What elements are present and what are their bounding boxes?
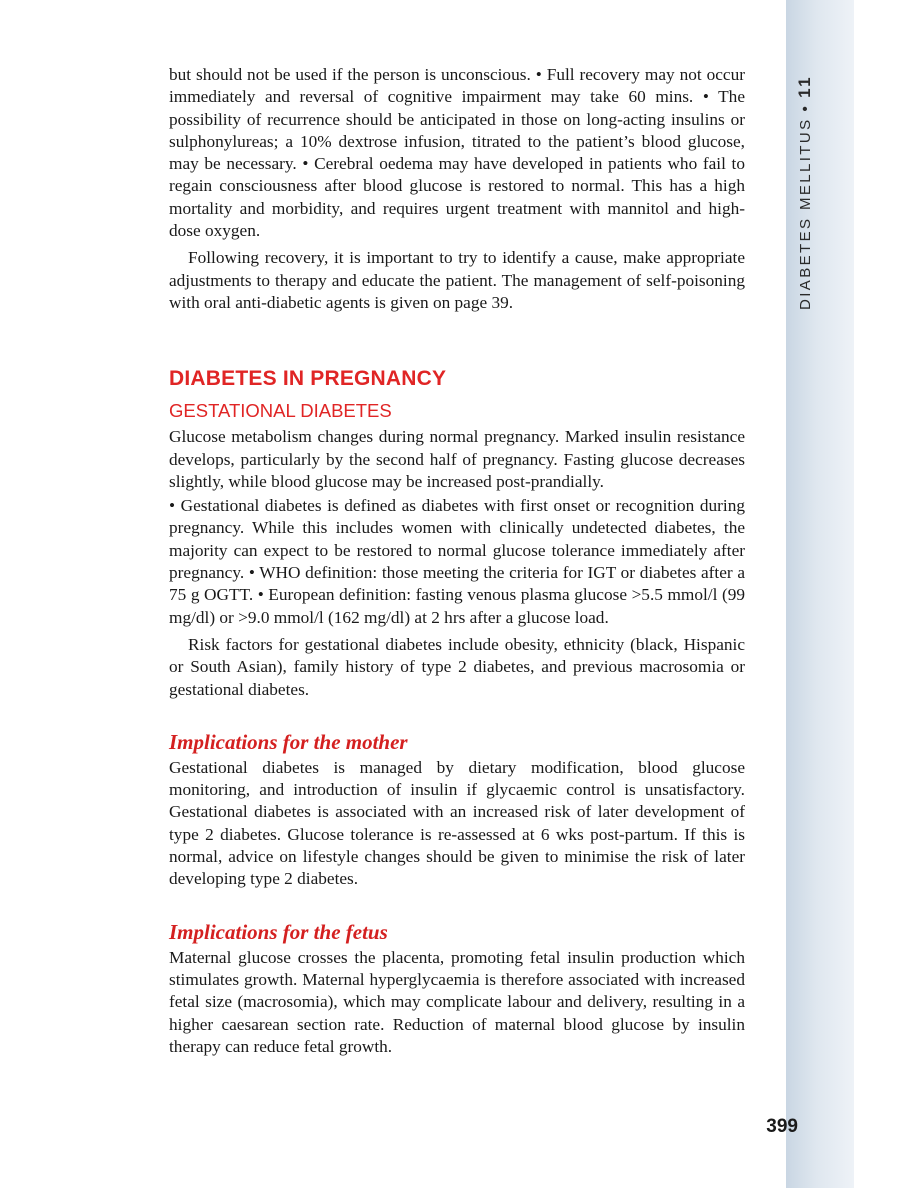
fetus-paragraph: Maternal glucose crosses the placenta, promoting fetal insulin production which stimulates growth. Maternal hyperglycaemia is therefore associated with increased fetal size (macrosomia), which may complicate labour and delivery, resulting in a higher caesarean section rate. Reduction of maternal blood glucose by insulin therapy can reduce fetal growth. bbox=[169, 947, 745, 1056]
chapter-number: 11 bbox=[795, 75, 814, 98]
page-number: 399 bbox=[766, 1116, 798, 1137]
gestational-paragraph-2: • Gestational diabetes is defined as diabetes with first onset or recognition during pregnancy. While this includes women with clinically undetected diabetes, the majority can expect to be restored to normal glucose tolerance immediately after pregnancy. • WHO definition: those meeting the criteria for IGT or diabetes after a 75 g OGTT. • European definition: fasting venous plasma glucose >5.5 mmol/l (99 mg/dl) or >9.0 mmol/l (162 mg/dl) at 2 hrs after a glucose load. bbox=[169, 496, 745, 627]
running-head-title: DIABETES MELLITUS bbox=[797, 117, 814, 310]
intro-paragraph-1: but should not be used if the person is unconscious. • Full recovery may not occur immediately and reversal of cognitive impairment may take 60 mins. • The possibility of recurrence should be anticipated in those on long-acting insulins or sulphonylureas; a 10% dextrose infusion, titrated to the patient’s blood glucose, may be necessary. • Cerebral oedema may have developed in patients who fail to regain consciousness after blood glucose is restored to normal. This has a high mortality and morbidity, and requires urgent treatment with mannitol and high-dose oxygen. bbox=[169, 65, 745, 241]
mother-paragraph: Gestational diabetes is managed by dietary modification, blood glucose monitoring, and introduction of insulin if glycaemic control is unsatisfactory. Gestational diabetes is associated with an increased risk of later development of type 2 diabetes. Glucose tolerance is re-assessed at 6 wks post-partum. If this is normal, advice on lifestyle changes should be given to minimise the risk of later developing type 2 diabetes. bbox=[169, 757, 745, 889]
running-head-separator: • bbox=[797, 103, 814, 112]
intro-paragraph-2: Following recovery, it is important to try to identify a cause, make appropriate adjustments to therapy and educate the patient. The management of self-poisoning with oral anti-diabetic agents is given on page 39. bbox=[169, 248, 745, 312]
mother-heading: Implications for the mother bbox=[169, 729, 408, 754]
section-title: DIABETES IN PREGNANCY bbox=[169, 367, 447, 391]
fetus-heading: Implications for the fetus bbox=[169, 919, 388, 944]
gestational-paragraph-1: Glucose metabolism changes during normal pregnancy. Marked insulin resistance develops, particularly by the second half of pregnancy. Fasting glucose decreases slightly, while blood glucose may be increased post-prandially. bbox=[169, 427, 745, 491]
page-body bbox=[169, 64, 745, 1058]
running-head-text bbox=[796, 75, 815, 310]
subsection-title: GESTATIONAL DIABETES bbox=[169, 400, 392, 422]
gestational-paragraph-3: Risk factors for gestational diabetes include obesity, ethnicity (black, Hispanic or South Asian), family history of type 2 diabetes, and previous macrosomia or gestational diabetes. bbox=[169, 634, 745, 699]
